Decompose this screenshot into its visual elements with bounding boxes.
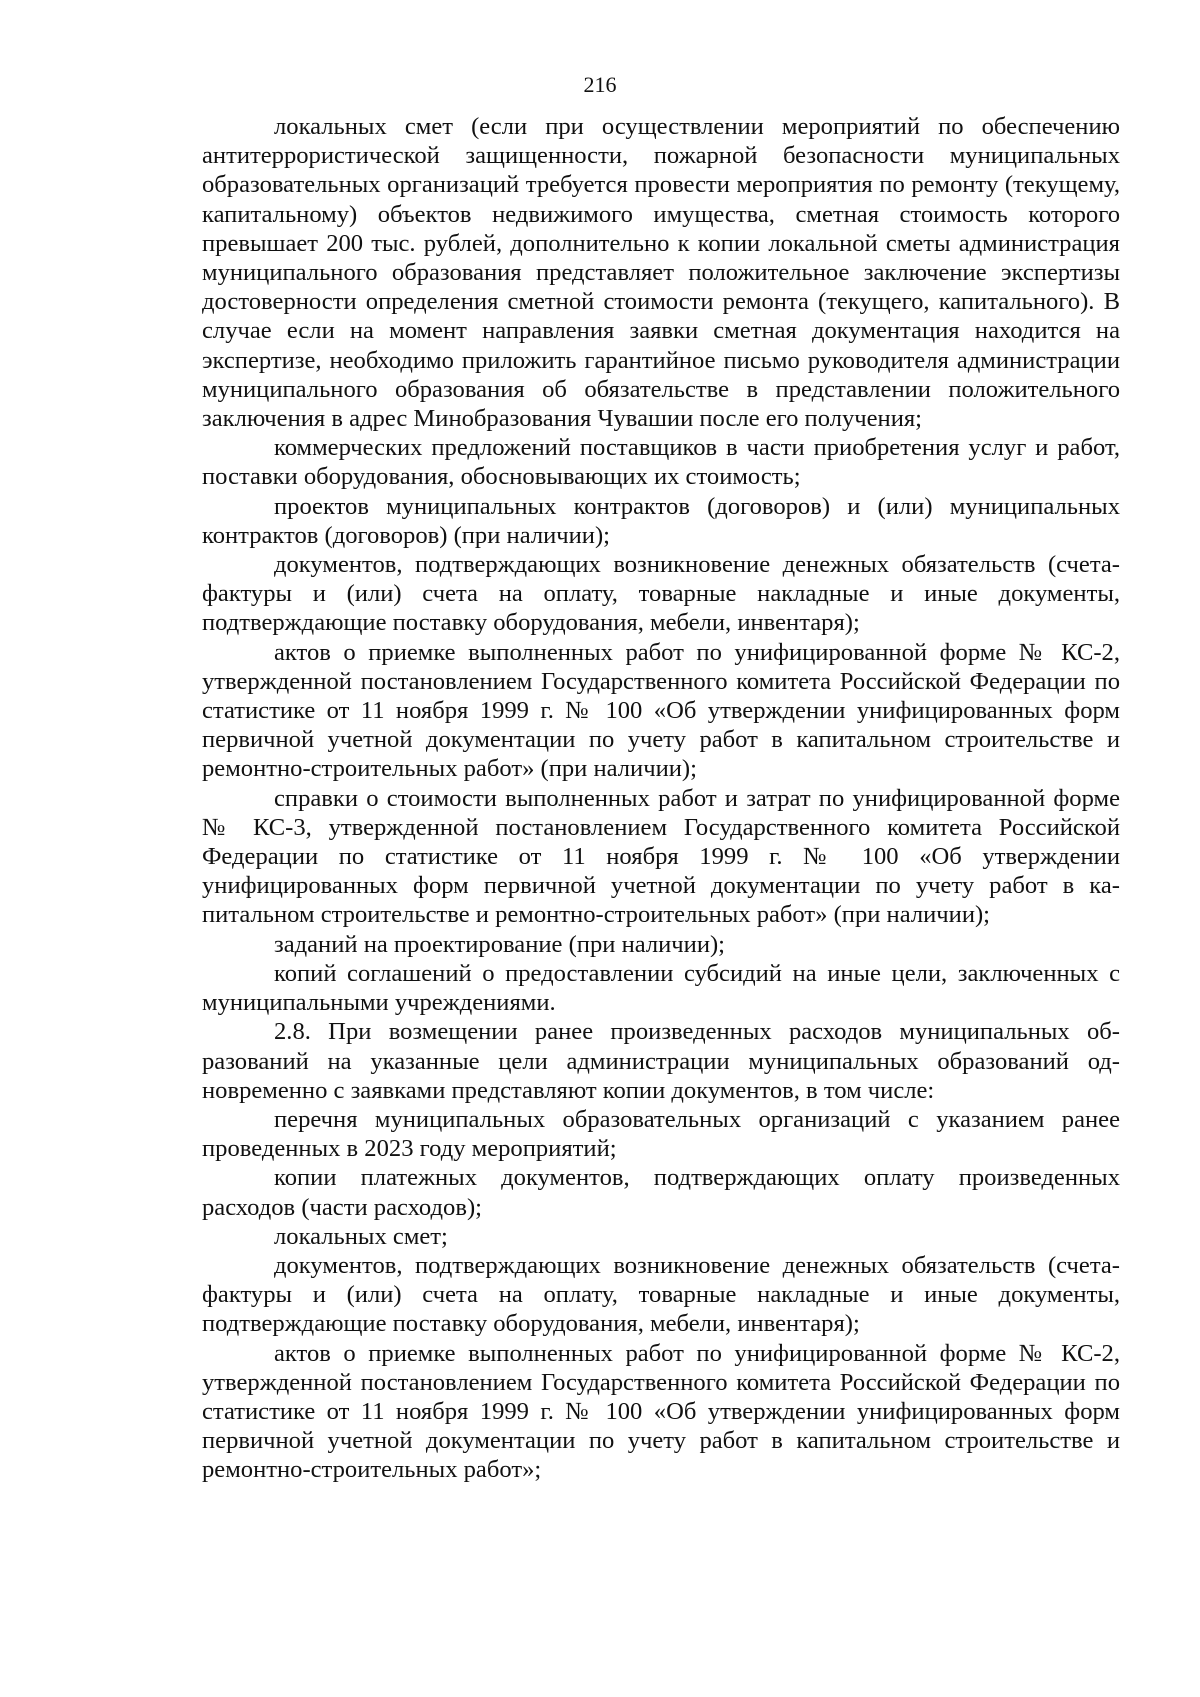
paragraph-design-tasks: заданий на проектирование (при наличии);: [274, 930, 726, 958]
paragraph-monetary-obligations-2: документов, подтверждающих возникновение денежных обязательств (счета-фактуры и (или) счета на оплату, товарные накладные и иные документы, подтверждающие поставку оборудования, мебели, инвентаря);: [202, 1251, 1120, 1338]
paragraph-local-estimates: локальных смет (если при осуществлении мероприятий по обеспечению антитеррористической защищенности, пожарной безопасности муниципальных образовательных организаций требуется провести мероприятия по ремонту (текущему, капитальному) объектов недвижимого имущества, сметная стоимость которого превышает 200 тыс. рублей, дополнительно к копии локальной сметы администрация муниципального образования представляет положительное заключение экспертизы достоверности определения сметной стоимости ремонта (текущего, капитального). В случае если на момент направления заявки сметная документация находится на экспертизе, необходимо приложить гарантийное письмо руководителя администрации муниципального образования об обязательстве в представлении положительного заключения в адрес Минобразования Чувашии после его получения;: [202, 113, 1120, 433]
page-number: 216: [583, 72, 617, 97]
paragraph-monetary-obligations: документов, подтверждающих возникновение денежных обязательств (счета-фактуры и (или) счета на оплату, товарные накладные и иные документы, подтверждающие поставку оборудования, мебели, инвентаря);: [202, 551, 1120, 637]
paragraph-acts-ks2-2: актов о приемке выполненных работ по унифицированной форме № КС-2, утвержденной постановлением Государственного комитета Российской Федерации по статистике от 11 ноября 1999 г. № 100 «Об утверждении унифицированных форм первичной учетной документации по учету работ в капитальном строительстве и ремонтно-строительных работ»;: [202, 1339, 1120, 1484]
paragraph-section-2-8: 2.8. При возмещении ранее произведенных расходов муниципальных образований на указанные цели администрации муниципальных образований одновременно с заявками представляют копии документов, в том числе:: [202, 1018, 1120, 1104]
paragraph-payment-documents: копии платежных документов, подтверждающих оплату произведенных расходов (части расходов);: [202, 1164, 1120, 1221]
paragraph-acts-ks2: актов о приемке выполненных работ по унифицированной форме № КС-2, утвержденной постановлением Государственного комитета Российской Федерации по статистике от 11 ноября 1999 г. № 100 «Об утверждении унифицированных форм первичной учетной документации по учету работ в капитальном строительстве и ремонтно-строительных работ» (при наличии);: [202, 638, 1120, 783]
paragraph-contract-drafts: проектов муниципальных контрактов (договоров) и (или) муниципальных контрактов (договоров) (при наличии);: [202, 492, 1120, 549]
paragraph-certificates-ks3: справки о стоимости выполненных работ и затрат по унифицированной форме № КС-3, утвержденной постановлением Государственного комитета Российской Федерации по статистике от 11 ноября 1999 г. № 100 «Об утверждении унифицированных форм первичной учетной документации по учету работ в капитальном строительстве и ремонтно-строительных работ» (при наличии);: [202, 784, 1120, 929]
paragraph-organizations-list: перечня муниципальных образовательных организаций с указанием ранее проведенных в 2023 году мероприятий;: [202, 1105, 1120, 1163]
document-body: [202, 112, 1120, 1485]
paragraph-commercial-offers: коммерческих предложений поставщиков в части приобретения услуг и работ, поставки оборудования, обосновывающих их стоимость;: [202, 434, 1120, 491]
paragraph-local-estimates-short: локальных смет;: [274, 1222, 448, 1250]
paragraph-subsidy-agreements: копий соглашений о предоставлении субсидий на иные цели, заключенных с муниципальными учреждениями.: [202, 959, 1120, 1017]
